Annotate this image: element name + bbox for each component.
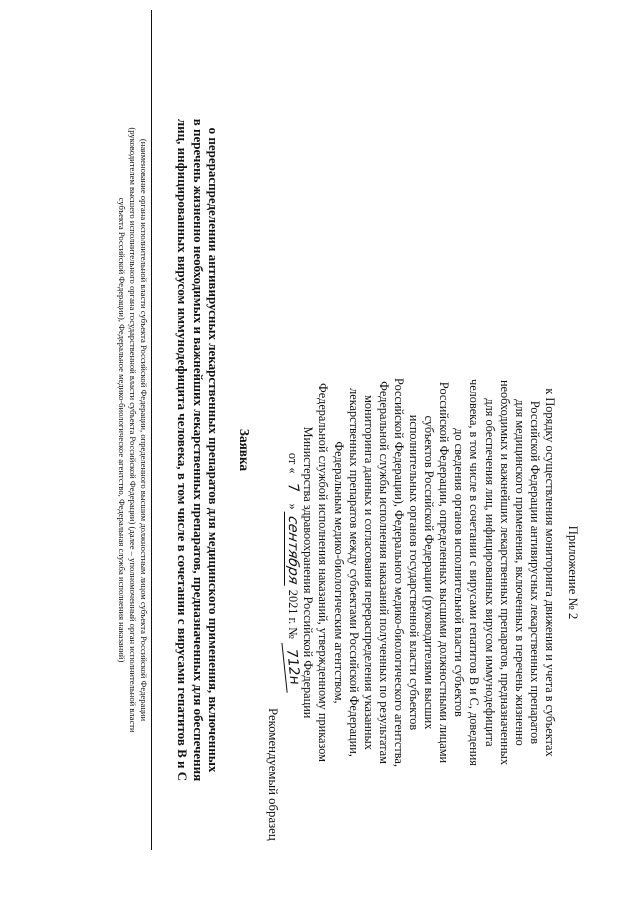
appendix-line: Федеральной службы исполнения наказаний полученных по результатам — [376, 381, 391, 764]
heading-line: в перечень жизненно необходимых и важнейших лекарственных препаратов, предназначенных для обеспечения — [190, 118, 206, 782]
appendix-line: Российской Федерации), Федерального медико-биологического агентства, — [391, 378, 406, 767]
footnote-line: (наименование органа исполнительной власти субъекта Российской Федерации, определенного высшим должностным лицом субъекта Российской Федерации — [139, 138, 149, 722]
appendix-line: Российской Федерации антивирусных лекарственных препаратов — [527, 400, 542, 745]
appendix-line: необходимых и важнейших лекарственных препаратов, предназначенных — [497, 379, 512, 766]
appendix-line: до сведения органов исполнительной власти субъектов — [452, 428, 467, 717]
recommended-sample-label: Рекомендуемый образец — [266, 708, 280, 841]
appendix-line: мониторинга данных и согласования перераспределения указанных — [361, 395, 376, 750]
appendix-line: для обеспечения лиц, инфицированных вирусом иммунодефицита — [482, 398, 497, 747]
appendix-line: к Порядку осуществления мониторинга движения и учета в субъектах — [542, 388, 557, 757]
appendix-line: для медицинского применения, включенных в перечень жизненно — [512, 399, 527, 746]
appendix-line: человека, в том числе в сочетании с вирусами гепатитов B и C, доведения — [467, 379, 482, 766]
order-day-handwritten: 7 — [284, 482, 302, 494]
order-number-handwritten: 712н — [282, 641, 303, 692]
authority-footnote — [117, 10, 152, 850]
order-from-label: от « — [286, 452, 301, 474]
appendix-line: исполнительных органов государственной власти субъектов — [407, 414, 422, 731]
order-year-label: 2021 г. № — [286, 589, 301, 640]
heading-line: лиц, инфицированных вирусом иммунодефицита человека, в том числе в сочетании с вирусами гепатитов B и C — [175, 118, 191, 782]
application-heading — [175, 60, 252, 840]
appendix-block — [284, 300, 580, 845]
appendix-line: Российской Федерации, определенных высшими должностными лицами — [437, 381, 452, 764]
appendix-title: Приложение № 2 — [566, 525, 580, 620]
order-close-quote: » — [286, 503, 301, 510]
order-month-handwritten: сентября — [284, 511, 300, 588]
appendix-line: Министерства здравоохранения Российской Федерации — [301, 426, 316, 719]
appendix-line: Федеральным медико-биологическим агентством, — [331, 441, 346, 704]
appendix-line: субъектов Российской Федерации (руководителями высших — [422, 415, 437, 730]
appendix-line: Федеральной службой исполнения наказаний, утвержденному приказом — [316, 383, 331, 762]
footnote-line: субъекта Российской Федерации), Федеральное медико-биологическое агентство, Федеральная служба исполнения наказаний) — [117, 197, 128, 663]
application-title: Заявка — [237, 428, 252, 472]
order-date-line — [283, 300, 304, 845]
footnote-line: (руководителем высшего исполнительного органа государственной власти субъекта Российской Федерации) (далее – уполномоченный орган исполнительной власти — [128, 127, 139, 733]
appendix-line: лекарственных препаратов между субъектами Российской Федерации, — [346, 388, 361, 757]
heading-line: о перераспределении антивирусных лекарственных препаратов для медицинского применения, включенных — [206, 127, 222, 773]
